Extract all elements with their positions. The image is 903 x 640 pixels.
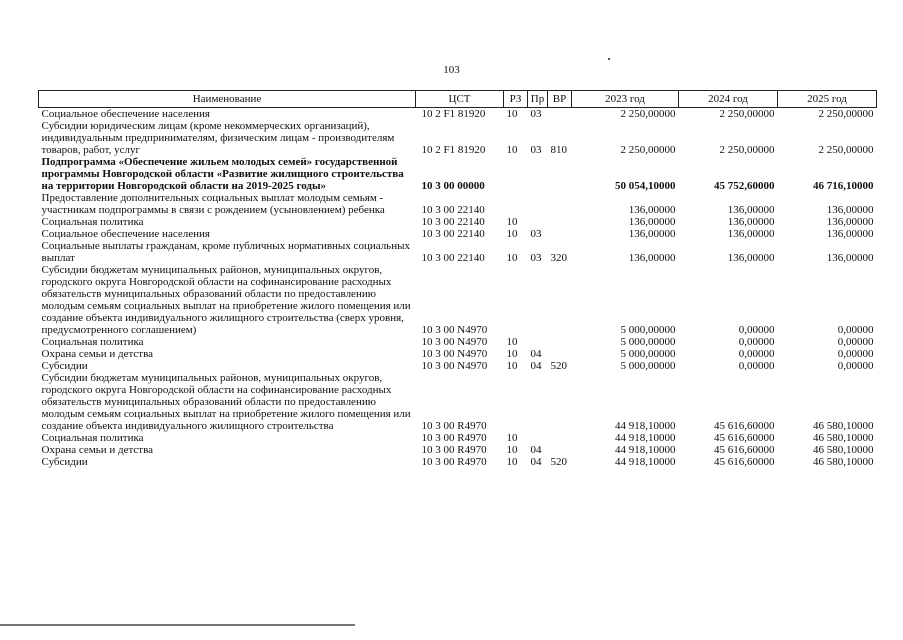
cell-cst: 10 3 00 R4970 <box>421 456 487 468</box>
cell-2023: 136,00000 <box>628 204 676 216</box>
cell-2025: 46 580,10000 <box>813 456 874 468</box>
cell-pr <box>528 264 548 336</box>
table-row <box>39 336 877 348</box>
cell-cst: 10 3 00 R4970 <box>421 432 487 444</box>
cell-2024: 136,00000 <box>727 228 775 240</box>
cell-vr: 320 <box>550 252 567 264</box>
cell-pr: 04 <box>530 444 542 456</box>
cell-cst: 10 3 00 N4970 <box>421 360 488 372</box>
cell-2023: 44 918,10000 <box>615 456 676 468</box>
cell-2024: 45 616,60000 <box>714 444 775 456</box>
cell-vr <box>548 432 572 444</box>
cell-name: Охрана семьи и детства <box>41 348 154 360</box>
cell-cst: 10 2 F1 81920 <box>421 144 486 156</box>
table-row <box>39 216 877 228</box>
cell-pr: 04 <box>530 348 542 360</box>
cell-2025: 46 716,10000 <box>813 180 874 192</box>
cell-2025: 136,00000 <box>826 204 874 216</box>
header-2024: 2024 год <box>679 91 778 108</box>
cell-name: Предоставление дополнительных социальных выплат молодым семьям - участникам подпрограммы в связи с рождением (усыновлением) ребенка <box>41 192 385 216</box>
cell-rz: 10 <box>506 456 518 468</box>
cell-2025: 2 250,00000 <box>818 108 874 120</box>
cell-pr: 03 <box>530 108 542 120</box>
header-2025: 2025 год <box>778 91 877 108</box>
cell-2023: 5 000,00000 <box>620 360 676 372</box>
cell-2025: 46 580,10000 <box>813 444 874 456</box>
cell-vr: 810 <box>550 144 567 156</box>
cell-2024: 0,00000 <box>738 348 775 360</box>
cell-pr <box>528 216 548 228</box>
cell-rz: 10 <box>506 228 518 240</box>
cell-rz: 10 <box>506 216 518 228</box>
cell-cst: 10 3 00 22140 <box>421 216 485 228</box>
cell-cst: 10 3 00 N4970 <box>421 324 488 336</box>
page-number: 103 <box>443 64 460 76</box>
cell-vr <box>548 336 572 348</box>
cell-vr <box>548 444 572 456</box>
cell-cst: 10 3 00 22140 <box>421 204 485 216</box>
cell-2025: 0,00000 <box>837 348 874 360</box>
table-row <box>39 264 877 336</box>
scan-speck <box>608 58 610 60</box>
cell-rz: 10 <box>506 432 518 444</box>
footer-rule <box>0 624 355 626</box>
cell-2023: 2 250,00000 <box>620 108 676 120</box>
cell-pr: 04 <box>530 360 542 372</box>
cell-cst: 10 3 00 R4970 <box>421 444 487 456</box>
header-pr: Пр <box>528 91 548 108</box>
cell-vr: 520 <box>550 456 567 468</box>
cell-vr <box>548 264 572 336</box>
header-name: Наименование <box>39 91 416 108</box>
cell-2025: 2 250,00000 <box>818 144 874 156</box>
cell-name: Субсидии бюджетам муниципальных районов, муниципальных округов, городского округа Новгородской области на софинансирование расходных обязательств муниципальных образований области по предоставлению молодым семьям социальных выплат на приобретение жилого помещения или создание объекта индивидуального жилищного строительства (сверх уровня, предусмотренного соглашением) <box>41 264 411 336</box>
table-row <box>39 360 877 372</box>
cell-2023: 136,00000 <box>628 216 676 228</box>
cell-cst: 10 3 00 22140 <box>421 228 485 240</box>
cell-2025: 46 580,10000 <box>813 432 874 444</box>
cell-2024: 45 752,60000 <box>714 180 775 192</box>
table-row <box>39 228 877 240</box>
cell-pr <box>528 372 548 432</box>
cell-cst: 10 2 F1 81920 <box>421 108 486 120</box>
cell-vr <box>548 156 572 192</box>
cell-pr <box>528 156 548 192</box>
table-row <box>39 456 877 468</box>
table-row <box>39 108 877 121</box>
cell-2024: 45 616,60000 <box>714 432 775 444</box>
cell-2024: 0,00000 <box>738 324 775 336</box>
cell-name: Социальная политика <box>41 432 144 444</box>
cell-vr <box>548 228 572 240</box>
table-row <box>39 156 877 192</box>
cell-cst: 10 3 00 N4970 <box>421 336 488 348</box>
cell-name: Субсидии <box>41 456 88 468</box>
table-header-row <box>39 91 877 108</box>
cell-pr <box>528 432 548 444</box>
cell-pr: 03 <box>530 228 542 240</box>
cell-rz: 10 <box>506 108 518 120</box>
cell-2024: 136,00000 <box>727 252 775 264</box>
cell-rz <box>504 372 528 432</box>
table-row <box>39 348 877 360</box>
table-row <box>39 432 877 444</box>
cell-name: Охрана семьи и детства <box>41 444 154 456</box>
cell-rz <box>504 156 528 192</box>
cell-pr: 03 <box>530 144 542 156</box>
cell-2025: 0,00000 <box>837 360 874 372</box>
cell-vr <box>548 108 572 121</box>
cell-pr <box>528 336 548 348</box>
cell-2024: 2 250,00000 <box>719 108 775 120</box>
cell-name: Социальное обеспечение населения <box>41 108 210 120</box>
cell-name: Подпрограмма «Обеспечение жильем молодых семей» государственной программы Новгородской области «Развитие жилищного строительства на территории Новгородской области на 2019-2025 годы» <box>41 156 404 192</box>
table-row <box>39 444 877 456</box>
cell-rz <box>504 192 528 216</box>
table-row <box>39 240 877 264</box>
cell-pr: 04 <box>530 456 542 468</box>
cell-name: Субсидии бюджетам муниципальных районов, муниципальных округов, городского округа Новгородской области на софинансирование расходных обязательств муниципальных образований области по предоставлению молодым семьям социальных выплат на приобретение жилого помещения или создание объекта индивидуального жилищного строительства <box>41 372 411 432</box>
cell-vr <box>548 216 572 228</box>
cell-2024: 45 616,60000 <box>714 420 775 432</box>
cell-2024: 45 616,60000 <box>714 456 775 468</box>
cell-2025: 136,00000 <box>826 216 874 228</box>
cell-2024: 2 250,00000 <box>719 144 775 156</box>
cell-pr <box>528 192 548 216</box>
cell-2025: 136,00000 <box>826 228 874 240</box>
cell-cst: 10 3 00 00000 <box>421 180 485 192</box>
cell-2023: 5 000,00000 <box>620 348 676 360</box>
cell-2024: 136,00000 <box>727 216 775 228</box>
cell-2023: 136,00000 <box>628 252 676 264</box>
cell-pr: 03 <box>530 252 542 264</box>
cell-cst: 10 3 00 N4970 <box>421 348 488 360</box>
header-rz: РЗ <box>504 91 528 108</box>
cell-2024: 136,00000 <box>727 204 775 216</box>
cell-rz: 10 <box>506 144 518 156</box>
cell-name: Субсидии <box>41 360 88 372</box>
cell-2023: 5 000,00000 <box>620 336 676 348</box>
cell-2024: 0,00000 <box>738 360 775 372</box>
cell-vr <box>548 348 572 360</box>
cell-rz: 10 <box>506 360 518 372</box>
cell-name: Социальные выплаты гражданам, кроме публичных нормативных социальных выплат <box>41 240 410 264</box>
cell-2023: 50 054,10000 <box>615 180 676 192</box>
cell-rz: 10 <box>506 252 518 264</box>
cell-2025: 46 580,10000 <box>813 420 874 432</box>
cell-2023: 44 918,10000 <box>615 432 676 444</box>
cell-2023: 136,00000 <box>628 228 676 240</box>
cell-2023: 5 000,00000 <box>620 324 676 336</box>
cell-rz: 10 <box>506 444 518 456</box>
header-cst: ЦСТ <box>416 91 504 108</box>
cell-name: Субсидии юридическим лицам (кроме некоммерческих организаций), индивидуальным предпринимателям, физическим лицам - производителям товаров, работ, услуг <box>41 120 395 156</box>
cell-2023: 44 918,10000 <box>615 444 676 456</box>
cell-rz: 10 <box>506 348 518 360</box>
cell-cst: 10 3 00 22140 <box>421 252 485 264</box>
table-row <box>39 192 877 216</box>
cell-vr <box>548 192 572 216</box>
cell-2025: 0,00000 <box>837 324 874 336</box>
cell-2025: 136,00000 <box>826 252 874 264</box>
cell-name: Социальная политика <box>41 216 144 228</box>
cell-name: Социальное обеспечение населения <box>41 228 210 240</box>
cell-2025: 0,00000 <box>837 336 874 348</box>
header-vr: ВР <box>548 91 572 108</box>
header-2023: 2023 год <box>572 91 679 108</box>
cell-cst: 10 3 00 R4970 <box>421 420 487 432</box>
cell-2023: 44 918,10000 <box>615 420 676 432</box>
cell-2024: 0,00000 <box>738 336 775 348</box>
budget-table <box>38 90 877 468</box>
table-row <box>39 120 877 156</box>
cell-vr: 520 <box>550 360 567 372</box>
cell-2023: 2 250,00000 <box>620 144 676 156</box>
table-body <box>39 108 877 469</box>
table-row <box>39 372 877 432</box>
cell-name: Социальная политика <box>41 336 144 348</box>
cell-rz <box>504 264 528 336</box>
cell-rz: 10 <box>506 336 518 348</box>
cell-vr <box>548 372 572 432</box>
